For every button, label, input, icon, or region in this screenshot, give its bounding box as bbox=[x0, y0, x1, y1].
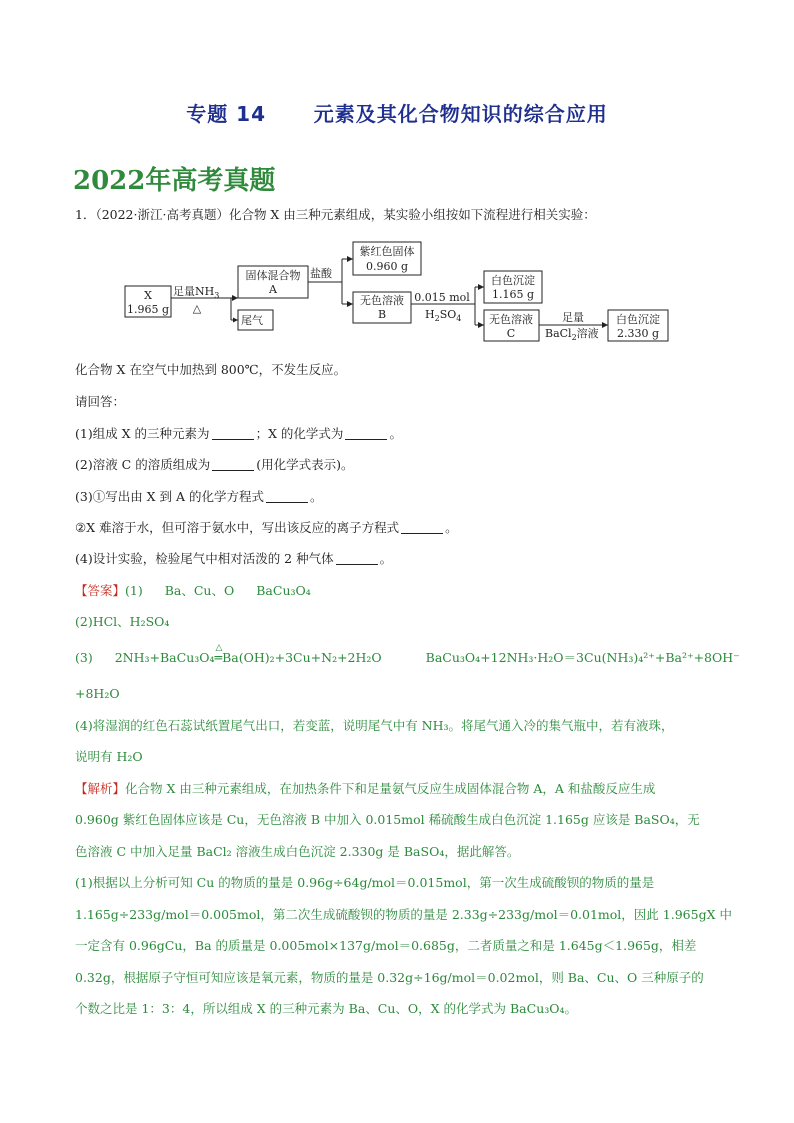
c-line1: 无色溶液 bbox=[489, 313, 533, 326]
question-stem: 1．（2022·浙江·高考真题）化合物 X 由三种元素组成，某实验小组按如下流程进行相关实验： bbox=[75, 207, 596, 222]
statement: 化合物 X 在空气中加热到 800℃，不发生反应。 bbox=[75, 362, 347, 377]
bacl-top: 足量 bbox=[562, 311, 584, 324]
q2: (2)溶液 C 的溶质组成为 (用化学式表示)。 bbox=[75, 457, 354, 472]
flow-chart bbox=[0, 0, 794, 360]
b-line1: 无色溶液 bbox=[360, 294, 404, 307]
heat-condition: △ bbox=[215, 643, 223, 653]
analysis-line2: 0.960g 紫红色固体应该是 Cu，无色溶液 B 中加入 0.015mol 稀硫酸生成白色沉淀 1.165g 应该是 BaSO₄，无 bbox=[75, 812, 700, 827]
answer-3: (3) 2NH₃+BaCu₃O₄ △ ═Ba(OH)₂+3Cu+N₂+2H₂O BaCu₃O₄+12NH₃·H₂O＝3Cu(NH₃)₄²⁺+Ba²⁺+8OH⁻ bbox=[75, 650, 740, 666]
answer-4-line2: 说明有 H₂O bbox=[75, 749, 143, 764]
a-line2: A bbox=[269, 283, 277, 296]
a-line1: 固体混合物 bbox=[245, 269, 301, 282]
white1-line1: 白色沉淀 bbox=[491, 274, 535, 287]
answer-blank bbox=[401, 521, 443, 534]
analysis-line4: (1)根据以上分析可知 Cu 的物质的量是 0.96g÷64g/mol＝0.015mol，第一次生成硫酸钡的物质的量是 bbox=[75, 875, 655, 890]
analysis-line6: 一定含有 0.96gCu，Ba 的质量是 0.005mol×137g/mol＝0.685g，二者质量之和是 1.645g＜1.965g，相差 bbox=[75, 938, 697, 953]
white1-line2: 1.165 g bbox=[491, 288, 535, 301]
acid-formula: $H_2SO_4$ bbox=[425, 308, 462, 323]
answer-blank bbox=[336, 552, 378, 565]
answer-tag: 【答案】 bbox=[75, 583, 126, 598]
q4: (4)设计实验，检验尾气中相对活泼的 2 种气体 。 bbox=[75, 551, 393, 566]
hcl-label: 盐酸 bbox=[310, 267, 332, 280]
heat-symbol: △ bbox=[192, 302, 202, 315]
analysis-line3: 色溶液 C 中加入足量 BaCl₂ 溶液生成白色沉淀 2.330g 是 BaSO₄，据此解答。 bbox=[75, 844, 520, 859]
answer-blank bbox=[212, 427, 254, 440]
white2-line2: 2.330 g bbox=[616, 327, 660, 340]
x-mass: 1.965 g bbox=[126, 303, 170, 316]
purple-line2: 0.960 g bbox=[365, 260, 409, 273]
analysis-line1: 【解析】化合物 X 由三种元素组成，在加热条件下和足量氨气反应生成固体混合物 A，A 和盐酸反应生成 bbox=[75, 781, 656, 796]
answer-2: (2)HCl、H₂SO₄ bbox=[75, 614, 170, 629]
answer-4-line1: (4)将湿润的红色石蕊试纸置尾气出口，若变蓝，说明尾气中有 NH₃。将尾气通入冷的集气瓶中，若有液珠， bbox=[75, 718, 674, 733]
c-line2: C bbox=[506, 327, 516, 340]
b-line2: B bbox=[377, 308, 387, 321]
q1: (1)组成 X 的三种元素为 ；X 的化学式为 。 bbox=[75, 426, 402, 441]
analysis-line7: 0.32g，根据原子守恒可知应该是氧元素，物质的量是 0.32g÷16g/mol＝0.02mol，则 Ba、Cu、O 三种原子的 bbox=[75, 970, 704, 985]
section-heading: 2022年高考真题 bbox=[73, 166, 276, 196]
answer-blank bbox=[212, 458, 254, 471]
analysis-line8: 个数之比是 1：3：4，所以组成 X 的三种元素为 Ba、Cu、O，X 的化学式为 BaCu₃O₄。 bbox=[75, 1001, 578, 1016]
answer-3-cont: +8H₂O bbox=[75, 686, 120, 701]
arrow1-reagent: 足量$NH_3$ bbox=[173, 285, 220, 300]
bacl-formula: BaCl$_2$溶液 bbox=[545, 327, 599, 342]
acid-amount: 0.015 mol bbox=[414, 291, 470, 304]
x-label: X bbox=[144, 289, 152, 302]
ask: 请回答： bbox=[75, 394, 126, 409]
q3-2: ②X 难溶于水，但可溶于氨水中，写出该反应的离子方程式 。 bbox=[75, 520, 458, 535]
page-title: 专题 14 元素及其化合物知识的综合应用 bbox=[186, 102, 608, 126]
q3-1: (3)①写出由 X 到 A 的化学方程式 。 bbox=[75, 489, 323, 504]
purple-line1: 紫红色固体 bbox=[359, 245, 415, 258]
answer-blank bbox=[266, 490, 308, 503]
tail-gas-label: 尾气 bbox=[241, 314, 263, 327]
analysis-line5: 1.165g÷233g/mol＝0.005mol，第二次生成硫酸钡的物质的量是 2.33g÷233g/mol＝0.01mol，因此 1.965gX 中 bbox=[75, 907, 732, 922]
analysis-tag: 【解析】 bbox=[75, 781, 126, 796]
white2-line1: 白色沉淀 bbox=[616, 313, 660, 326]
answer-1: 【答案】(1) Ba、Cu、O BaCu₃O₄ bbox=[75, 583, 311, 598]
answer-blank bbox=[345, 427, 387, 440]
